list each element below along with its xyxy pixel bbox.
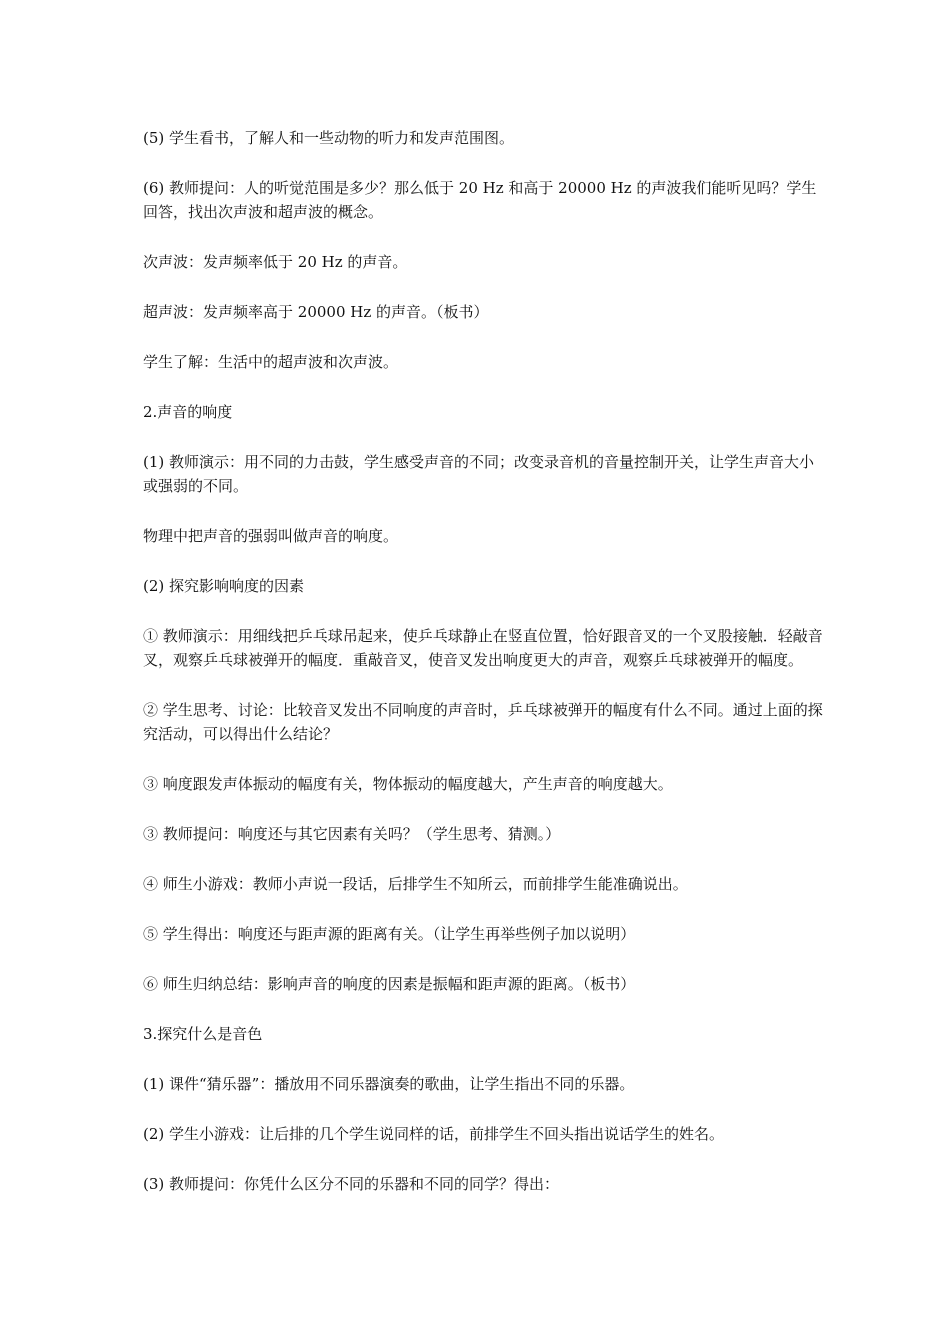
paragraph-teacher-question-other-factors: ③ 教师提问：响度还与其它因素有关吗？（学生思考、猜测。） — [143, 825, 561, 843]
paragraph-hearing-range-figure: (5) 学生看书，了解人和一些动物的听力和发声范围图。 — [143, 129, 515, 147]
paragraph-infrasound-definition: 次声波：发声频率低于 20 Hz 的声音。 — [143, 253, 408, 271]
paragraph-guess-instrument: (1) 课件“猜乐器”：播放用不同乐器演奏的歌曲，让学生指出不同的乐器。 — [143, 1075, 635, 1093]
paragraph-tuning-fork-demo: ① 教师演示：用细线把乒乓球吊起来，使乒乓球静止在竖直位置，恰好跟音叉的一个叉股接触．轻敲音叉，观察乒乓球被弹开的幅度．重敲音叉，使音叉发出响度更大的声音，观察乒乓球被弹开的幅度。 — [143, 627, 823, 669]
paragraph-amplitude-conclusion: ③ 响度跟发声体振动的幅度有关，物体振动的幅度越大，产生声音的响度越大。 — [143, 775, 673, 793]
document-body — [143, 126, 823, 1196]
paragraph-voice-game: (2) 学生小游戏：让后排的几个学生说同样的话，前排学生不回头指出说话学生的姓名。 — [143, 1125, 725, 1143]
paragraph-teacher-demo-drum: (1) 教师演示：用不同的力击鼓，学生感受声音的不同；改变录音机的音量控制开关，让学生声音大小或强弱的不同。 — [143, 453, 815, 495]
paragraph-loudness-definition: 物理中把声音的强弱叫做声音的响度。 — [143, 527, 399, 545]
paragraph-explore-loudness-factors: (2) 探究影响响度的因素 — [143, 577, 305, 595]
section-heading-timbre: 3.探究什么是音色 — [143, 1025, 263, 1043]
paragraph-teacher-question-hearing: (6) 教师提问：人的听觉范围是多少？那么低于 20 Hz 和高于 20000 Hz 的声波我们能听见吗？学生回答，找出次声波和超声波的概念。 — [143, 179, 817, 221]
paragraph-student-discussion: ② 学生思考、讨论：比较音叉发出不同响度的声音时，乒乓球被弹开的幅度有什么不同。通过上面的探究活动，可以得出什么结论？ — [143, 701, 823, 743]
paragraph-ultrasound-definition: 超声波：发声频率高于 20000 Hz 的声音。（板书） — [143, 303, 489, 321]
paragraph-students-learn: 学生了解：生活中的超声波和次声波。 — [143, 353, 399, 371]
paragraph-loudness-summary: ⑥ 师生归纳总结：影响声音的响度的因素是振幅和距声源的距离。（板书） — [143, 975, 636, 993]
paragraph-teacher-question-timbre: (3) 教师提问：你凭什么区分不同的乐器和不同的同学？得出： — [143, 1175, 560, 1193]
paragraph-whisper-game: ④ 师生小游戏：教师小声说一段话，后排学生不知所云，而前排学生能准确说出。 — [143, 875, 688, 893]
section-heading-loudness: 2.声音的响度 — [143, 403, 233, 421]
paragraph-distance-conclusion: ⑤ 学生得出：响度还与距声源的距离有关。（让学生再举些例子加以说明） — [143, 925, 636, 943]
